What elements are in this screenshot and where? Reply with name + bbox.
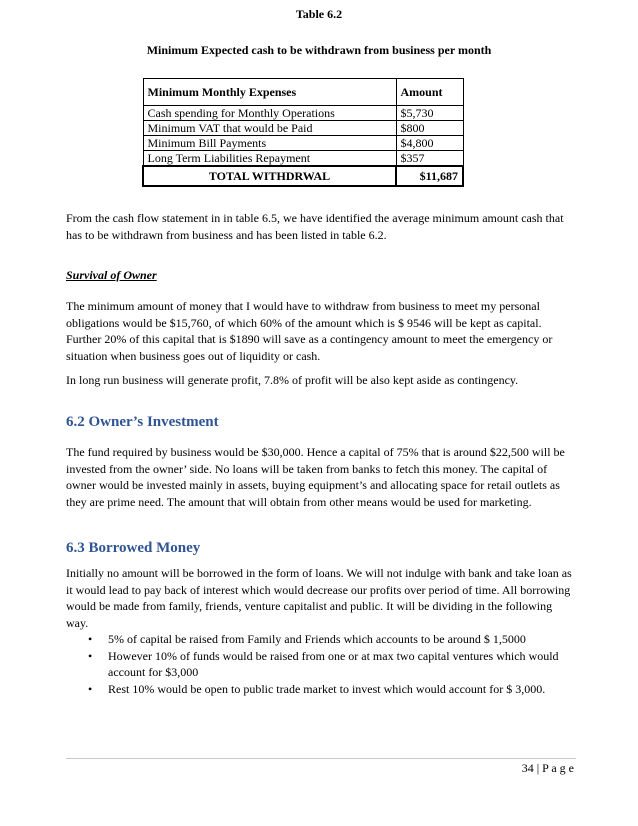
owners-investment-heading: 6.2 Owner’s Investment [66, 414, 219, 430]
borrowed-money-heading: 6.3 Borrowed Money [66, 540, 201, 556]
table-row [143, 121, 463, 136]
survival-heading: Survival of Owner [66, 268, 157, 282]
bullet-icon: • [88, 632, 93, 646]
intro-paragraph: From the cash flow statement in in table 6.5, we have identified the average minimum amount cash that has to be withdrawn from business and has been listed in table 6.2. [66, 211, 564, 242]
bullet-icon: • [88, 681, 93, 696]
table-row [143, 151, 463, 167]
column-header-amount: Amount [396, 79, 463, 106]
bullet-icon: • [88, 648, 93, 663]
contingency-paragraph: In long run business will generate profit, 7.8% of profit will be also kept aside as contingency. [66, 373, 519, 387]
page-number: 34 | P a g e [521, 761, 574, 775]
expense-cell: Minimum Bill Payments [143, 136, 396, 151]
borrowed-paragraph: Initially no amount will be borrowed in the form of loans. We will not indulge with bank and take loan as it would lead to pay back of interest which would decrease our profits over period of time. All borrowing would be made from family, friends, venture capitalist and public. It will be dividing in the following way. [66, 566, 572, 630]
amount-cell: $4,800 [396, 136, 463, 151]
list-item [66, 631, 576, 648]
table-row [143, 136, 463, 151]
list-item-text: 5% of capital be raised from Family and Friends which accounts to be around $ 1,5000 [108, 632, 526, 646]
total-label: TOTAL WITHDRWAL [143, 166, 396, 186]
survival-paragraph: The minimum amount of money that I would have to withdraw from business to meet my personal obligations would be $15,760, of which 60% of the amount which is $ 9546 will be kept as capital. Further 20% of this capital that is $1890 will save as a contingency amount to meet the emergency or situation when business goes out of liquidity or cash. [66, 299, 553, 363]
table-row [143, 106, 463, 121]
list-item [66, 681, 576, 698]
column-header-expenses: Minimum Monthly Expenses [143, 79, 396, 106]
expense-cell: Long Term Liabilities Repayment [143, 151, 396, 167]
investment-paragraph: The fund required by business would be $30,000. Hence a capital of 75% that is around $22,500 will be invested from the owner’ side. No loans will be taken from banks to fetch this money. The capital of owner would be invested mainly in assets, buying equipment’s and allocating space for retail outlets as they are prime need. The amount that will obtain from other means would be used for marketing. [66, 445, 565, 509]
list-item [66, 648, 576, 681]
expense-cell: Cash spending for Monthly Operations [143, 106, 396, 121]
expense-cell: Minimum VAT that would be Paid [143, 121, 396, 136]
total-amount: $11,687 [396, 166, 463, 186]
amount-cell: $357 [396, 151, 463, 167]
footer-divider [66, 758, 576, 759]
list-item-text: Rest 10% would be open to public trade market to invest which would account for $ 3,000. [108, 681, 546, 696]
list-item-text: However 10% of funds would be raised from one or at max two capital ventures which would account for $3,000 [108, 648, 559, 679]
amount-cell: $5,730 [396, 106, 463, 121]
table-caption: Table 6.2 [295, 7, 343, 21]
table-total-row [143, 166, 463, 186]
amount-cell: $800 [396, 121, 463, 136]
table-header-row [143, 79, 463, 106]
expenses-table [142, 78, 464, 187]
table-title: Minimum Expected cash to be withdrawn from business per month [146, 43, 492, 57]
borrowing-list [66, 631, 576, 697]
